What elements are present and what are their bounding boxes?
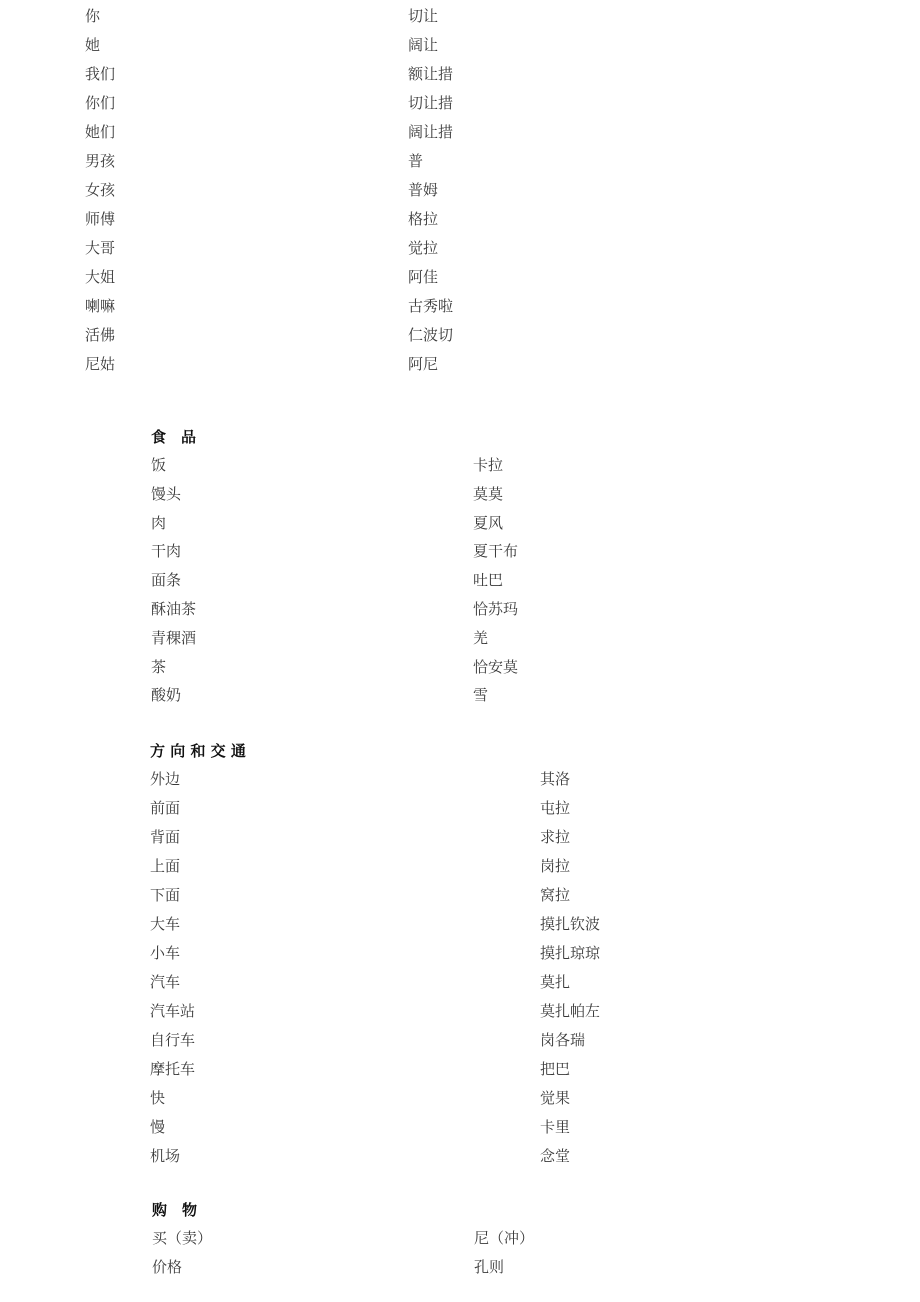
tibetan-transliteration: 念堂 — [540, 1147, 571, 1165]
tibetan-transliteration: 窝拉 — [540, 886, 571, 904]
tibetan-transliteration: 夏干布 — [473, 542, 519, 560]
chinese-term: 饭 — [151, 456, 167, 474]
chinese-term: 摩托车 — [150, 1060, 196, 1078]
chinese-term: 小车 — [150, 944, 181, 962]
chinese-term: 你 — [85, 7, 101, 25]
chinese-term: 茶 — [151, 658, 167, 676]
chinese-term: 尼姑 — [85, 355, 116, 373]
chinese-term: 她 — [85, 36, 101, 54]
tibetan-transliteration: 莫扎帕左 — [540, 1002, 601, 1020]
chinese-term: 活佛 — [85, 326, 116, 344]
tibetan-transliteration: 阔让措 — [408, 123, 454, 141]
chinese-term: 她们 — [85, 123, 116, 141]
tibetan-transliteration: 其洛 — [540, 770, 571, 788]
tibetan-transliteration: 岗拉 — [540, 857, 571, 875]
chinese-term: 汽车站 — [150, 1002, 196, 1020]
chinese-term: 馒头 — [151, 485, 182, 503]
tibetan-transliteration: 屯拉 — [540, 799, 571, 817]
tibetan-transliteration: 格拉 — [408, 210, 439, 228]
tibetan-transliteration: 古秀啦 — [408, 297, 454, 315]
chinese-term: 我们 — [85, 65, 116, 83]
tibetan-transliteration: 额让措 — [408, 65, 454, 83]
chinese-term: 外边 — [150, 770, 181, 788]
chinese-term: 酥油茶 — [151, 600, 197, 618]
tibetan-transliteration: 羌 — [473, 629, 489, 647]
chinese-term: 女孩 — [85, 181, 116, 199]
chinese-term: 快 — [150, 1089, 166, 1107]
tibetan-transliteration: 雪 — [473, 686, 489, 704]
shopping-section-heading: 购 物 — [152, 1201, 198, 1219]
tibetan-transliteration: 觉拉 — [408, 239, 439, 257]
chinese-term: 前面 — [150, 799, 181, 817]
chinese-term: 汽车 — [150, 973, 181, 991]
chinese-term: 慢 — [150, 1118, 166, 1136]
chinese-term: 下面 — [150, 886, 181, 904]
tibetan-transliteration: 切让措 — [408, 94, 454, 112]
chinese-term: 机场 — [150, 1147, 181, 1165]
chinese-term: 酸奶 — [151, 686, 182, 704]
chinese-term: 肉 — [151, 514, 167, 532]
chinese-term: 大哥 — [85, 239, 116, 257]
tibetan-transliteration: 阔让 — [408, 36, 439, 54]
tibetan-transliteration: 阿尼 — [408, 355, 439, 373]
tibetan-transliteration: 切让 — [408, 7, 439, 25]
tibetan-transliteration: 莫扎 — [540, 973, 571, 991]
chinese-term: 师傅 — [85, 210, 116, 228]
tibetan-transliteration: 卡拉 — [473, 456, 504, 474]
tibetan-transliteration: 孔则 — [474, 1258, 505, 1276]
tibetan-transliteration: 求拉 — [540, 828, 571, 846]
chinese-term: 上面 — [150, 857, 181, 875]
chinese-term: 价格 — [152, 1258, 183, 1276]
tibetan-transliteration: 阿佳 — [408, 268, 439, 286]
chinese-term: 背面 — [150, 828, 181, 846]
tibetan-transliteration: 普姆 — [408, 181, 439, 199]
tibetan-transliteration: 恰安莫 — [473, 658, 519, 676]
tibetan-transliteration: 觉果 — [540, 1089, 571, 1107]
chinese-term: 你们 — [85, 94, 116, 112]
chinese-term: 喇嘛 — [85, 297, 116, 315]
chinese-term: 大姐 — [85, 268, 116, 286]
chinese-term: 大车 — [150, 915, 181, 933]
tibetan-transliteration: 摸扎钦波 — [540, 915, 601, 933]
tibetan-transliteration: 夏风 — [473, 514, 504, 532]
chinese-term: 买（卖） — [152, 1229, 213, 1247]
tibetan-transliteration: 吐巴 — [473, 571, 504, 589]
tibetan-transliteration: 摸扎琼琼 — [540, 944, 601, 962]
directions-section-heading: 方 向 和 交 通 — [150, 742, 246, 760]
tibetan-transliteration: 仁波切 — [408, 326, 454, 344]
chinese-term: 面条 — [151, 571, 182, 589]
chinese-term: 青稞酒 — [151, 629, 197, 647]
chinese-term: 男孩 — [85, 152, 116, 170]
tibetan-transliteration: 尼（冲） — [474, 1229, 535, 1247]
chinese-term: 自行车 — [150, 1031, 196, 1049]
tibetan-transliteration: 莫莫 — [473, 485, 504, 503]
food-section-heading: 食 品 — [151, 428, 197, 446]
tibetan-transliteration: 普 — [408, 152, 424, 170]
chinese-term: 干肉 — [151, 542, 182, 560]
tibetan-transliteration: 把巴 — [540, 1060, 571, 1078]
tibetan-transliteration: 恰苏玛 — [473, 600, 519, 618]
tibetan-transliteration: 岗各瑞 — [540, 1031, 586, 1049]
tibetan-transliteration: 卡里 — [540, 1118, 571, 1136]
